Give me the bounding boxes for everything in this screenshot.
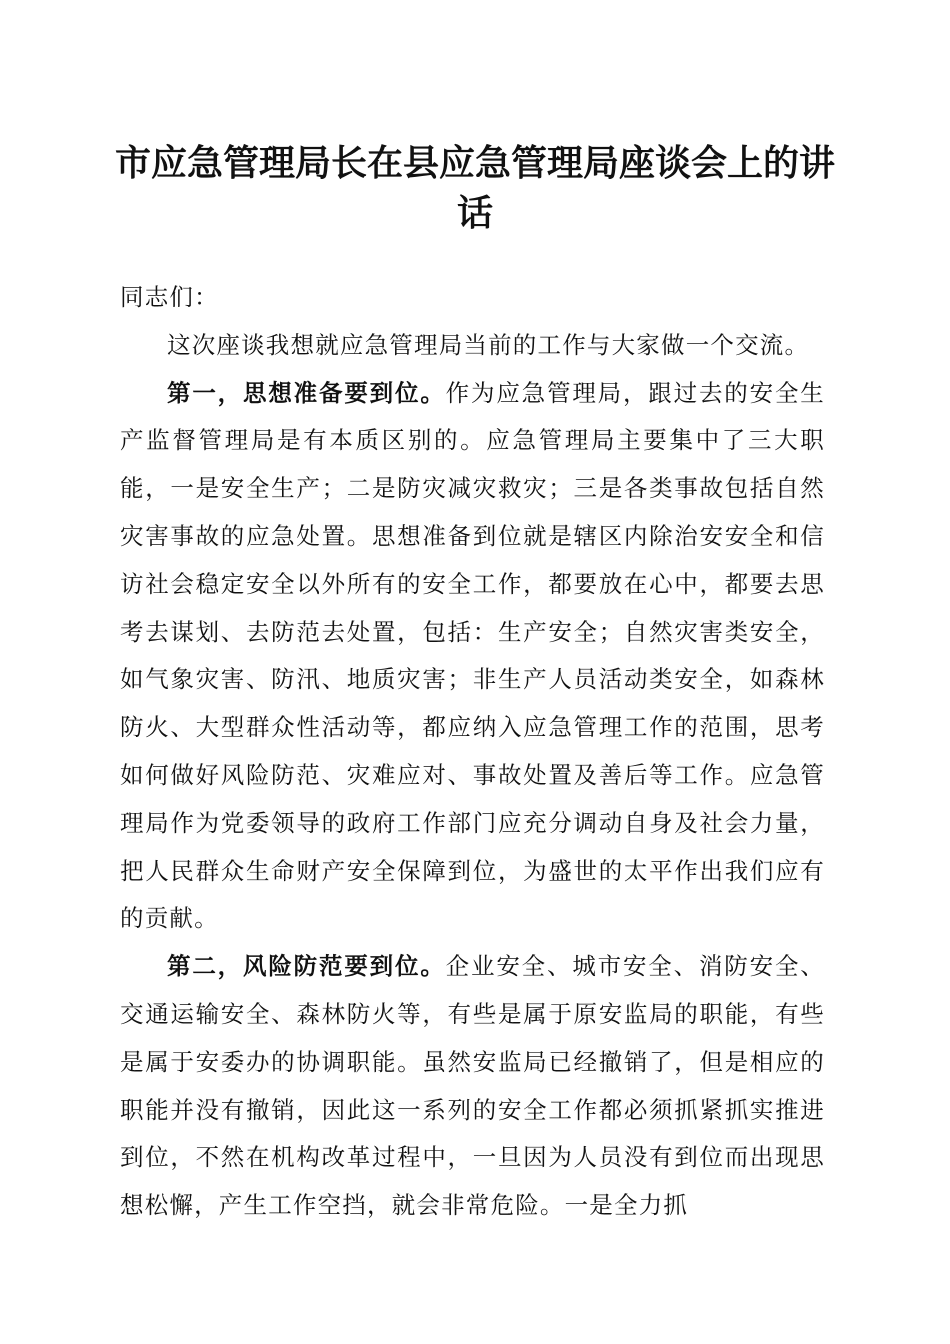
section-text-1: 作为应急管理局，跟过去的安全生产监督管理局是有本质区别的。应急管理局主要集中了三大职能，一是安全生产；二是防灾减灾救灾；三是各类事故包括自然灾害事故的应急处置。思想准备到位就是辖区内除治安安全和信访社会稳定安全以外所有的安全工作，都要放在心中，都要去思考去谋划、去防范去处置，包括：生产安全；自然灾害类安全，如气象灾害、防汛、地质灾害；非生产人员活动类安全，如森林防火、大型群众性活动等，都应纳入应急管理工作的范围，思考如何做好风险防范、灾难应对、事故处置及善后等工作。应急管理局作为党委领导的政府工作部门应充分调动自身及社会力量，把人民群众生命财产安全保障到位，为盛世的太平作出我们应有的贡献。 [120,378,826,933]
section-lead-2: 第二，风险防范要到位。 [167,952,446,981]
section-text-2: 企业安全、城市安全、消防安全、交通运输安全、森林防火等，有些是属于原安监局的职能，有些是属于安委办的协调职能。虽然安监局已经撤销了，但是相应的职能并没有撤销，因此这一系列的安全工作都必须抓紧抓实推进到位，不然在机构改革过程中，一旦因为人员没有到位而出现思想松懈，产生工作空挡，就会非常危险。一是全力抓 [120,952,826,1220]
document-title: 市应急管理局长在县应急管理局座谈会上的讲话 [114,142,835,234]
document-body [120,274,825,1230]
section-paragraph-1 [120,370,825,944]
salutation: 同志们： [120,283,219,311]
section-lead-1: 第一，思想准备要到位。 [167,378,446,407]
intro-paragraph: 这次座谈我想就应急管理局当前的工作与大家做一个交流。 [167,330,810,359]
section-paragraph-2 [120,943,825,1230]
